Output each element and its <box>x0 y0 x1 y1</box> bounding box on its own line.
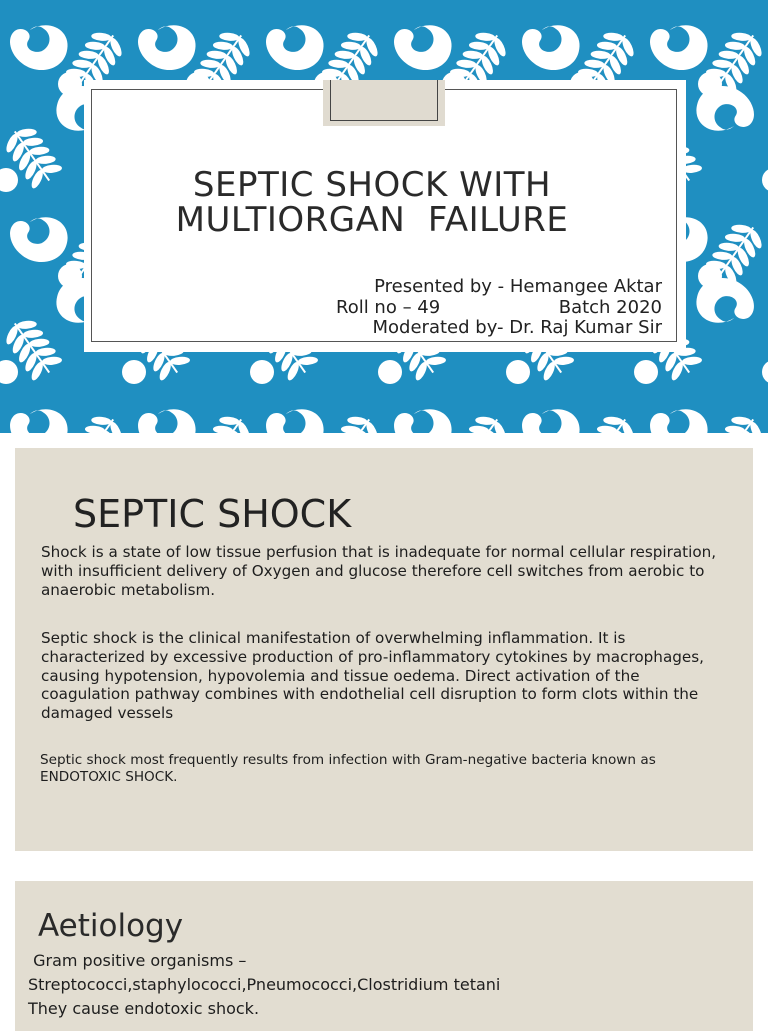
septic-shock-slide <box>15 448 753 851</box>
leaf-sprig <box>62 408 129 433</box>
aetiology-slide <box>15 881 753 1031</box>
presented-by-line: Presented by - Hemangee Aktar <box>242 277 662 298</box>
leaf-sprig <box>702 408 768 433</box>
paisley-shape <box>131 398 201 433</box>
leaf-sprig <box>0 408 2 433</box>
title-tab-decoration <box>323 80 445 126</box>
aetiology-line: Gram positive organisms – <box>28 951 246 971</box>
paisley-shape <box>515 398 585 433</box>
pattern-dot <box>506 360 530 384</box>
leaf-sprig <box>574 408 641 433</box>
paisley-shape <box>515 14 585 78</box>
pattern-dot <box>378 360 402 384</box>
paisley-shape <box>131 14 201 78</box>
leaf-sprig <box>318 408 385 433</box>
paisley-shape <box>387 14 457 78</box>
aetiology-line: They cause endotoxic shock. <box>28 999 259 1019</box>
pattern-dot <box>122 360 146 384</box>
paisley-shape <box>387 398 457 433</box>
paisley-shape <box>3 398 73 433</box>
slide-title: Aetiology <box>38 907 183 945</box>
pattern-dot <box>250 360 274 384</box>
pattern-dot <box>0 360 18 384</box>
leaf-sprig <box>190 408 257 433</box>
title-tab-border <box>330 80 438 121</box>
roll-batch-line <box>242 298 662 319</box>
pattern-dot <box>634 360 658 384</box>
paisley-shape <box>3 14 73 78</box>
pattern-dot <box>762 168 768 192</box>
paisley-shape <box>259 398 329 433</box>
aetiology-line: Streptococci,staphylococci,Pneumococci,Clostridium tetani <box>28 975 500 995</box>
title-line-2: MULTIORGAN FAILURE <box>92 203 652 238</box>
endotoxic-paragraph: Septic shock most frequently results from infection with Gram-negative bacteria known as ENDOTOXIC SHOCK. <box>40 752 730 786</box>
title-line-1: SEPTIC SHOCK WITH <box>92 168 652 203</box>
definition-paragraph: Shock is a state of low tissue perfusion that is inadequate for normal cellular respiration, with insufficient delivery of Oxygen and glucose therefore cell switches from aerobic to anaerobic metabolism. <box>41 543 731 599</box>
pattern-dot <box>762 360 768 384</box>
pattern-dot <box>0 168 18 192</box>
title-card <box>84 80 686 352</box>
paisley-shape <box>643 398 713 433</box>
paisley-shape <box>643 14 713 78</box>
presentation-title <box>92 168 652 238</box>
paisley-shape <box>3 206 73 270</box>
manifestation-paragraph: Septic shock is the clinical manifestation of overwhelming inflammation. It is characterized by excessive production of pro-inflammatory cytokines by macrophages, causing hypotension, hypovolemia and tissue oedema. Direct activation of the coagulation pathway combines with endothelial cell disruption to form clots within the damaged vessels <box>41 629 731 723</box>
moderated-by-line: Moderated by- Dr. Raj Kumar Sir <box>242 318 662 339</box>
batch: Batch 2020 <box>559 298 662 319</box>
title-card-border <box>91 89 677 342</box>
slide-title: SEPTIC SHOCK <box>73 492 351 536</box>
leaf-sprig <box>0 24 2 96</box>
roll-number: Roll no – 49 <box>336 298 440 319</box>
presenter-info <box>242 277 662 339</box>
paisley-shape <box>259 14 329 78</box>
leaf-sprig <box>446 408 513 433</box>
leaf-sprig <box>0 216 2 288</box>
title-slide <box>0 0 768 433</box>
